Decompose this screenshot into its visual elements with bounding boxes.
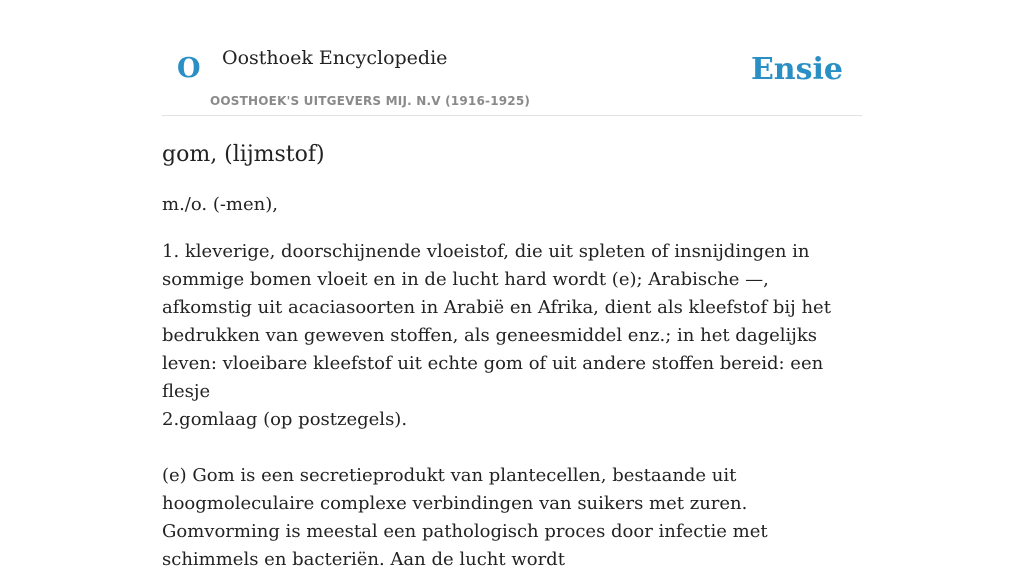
site-subtitle: OOSTHOEK'S UITGEVERS MIJ. N.V (1916-1925) <box>210 94 531 108</box>
page <box>162 0 862 574</box>
entry-definition <box>162 238 862 434</box>
entry-note: (e) Gom is een secretieprodukt van plantecellen, bestaande uit hoogmoleculaire complexe verbindingen van suikers met zuren. Gomvorming is meestal een pathologisch proces door infectie met schimmels en bacteriën. Aan de lucht wordt <box>162 465 768 570</box>
definition-sense-2: 2.gomlaag (op postzegels). <box>162 409 408 430</box>
site-logo[interactable]: O <box>177 53 201 84</box>
site-header <box>162 0 862 116</box>
entry-title: gom, (lijmstof) <box>162 142 325 167</box>
definition-sense-1: 1. kleverige, doorschijnende vloeistof, die uit spleten of insnijdingen in sommige bomen vloeit en in de lucht hard wordt (e); Arabische —, afkomstig uit acaciasoorten in Arabië en Afrika, dient als kleefstof bij het bedrukken van geweven stoffen, als geneesmiddel enz.; in het dagelijks leven: vloeibare kleefstof uit echte gom of uit andere stoffen bereid: een flesje <box>162 241 831 402</box>
brand-logo[interactable]: Ensie <box>750 52 843 87</box>
site-title-link[interactable]: Oosthoek Encyclopedie <box>222 47 448 69</box>
entry-grammar: m./o. (-men), <box>162 194 278 215</box>
